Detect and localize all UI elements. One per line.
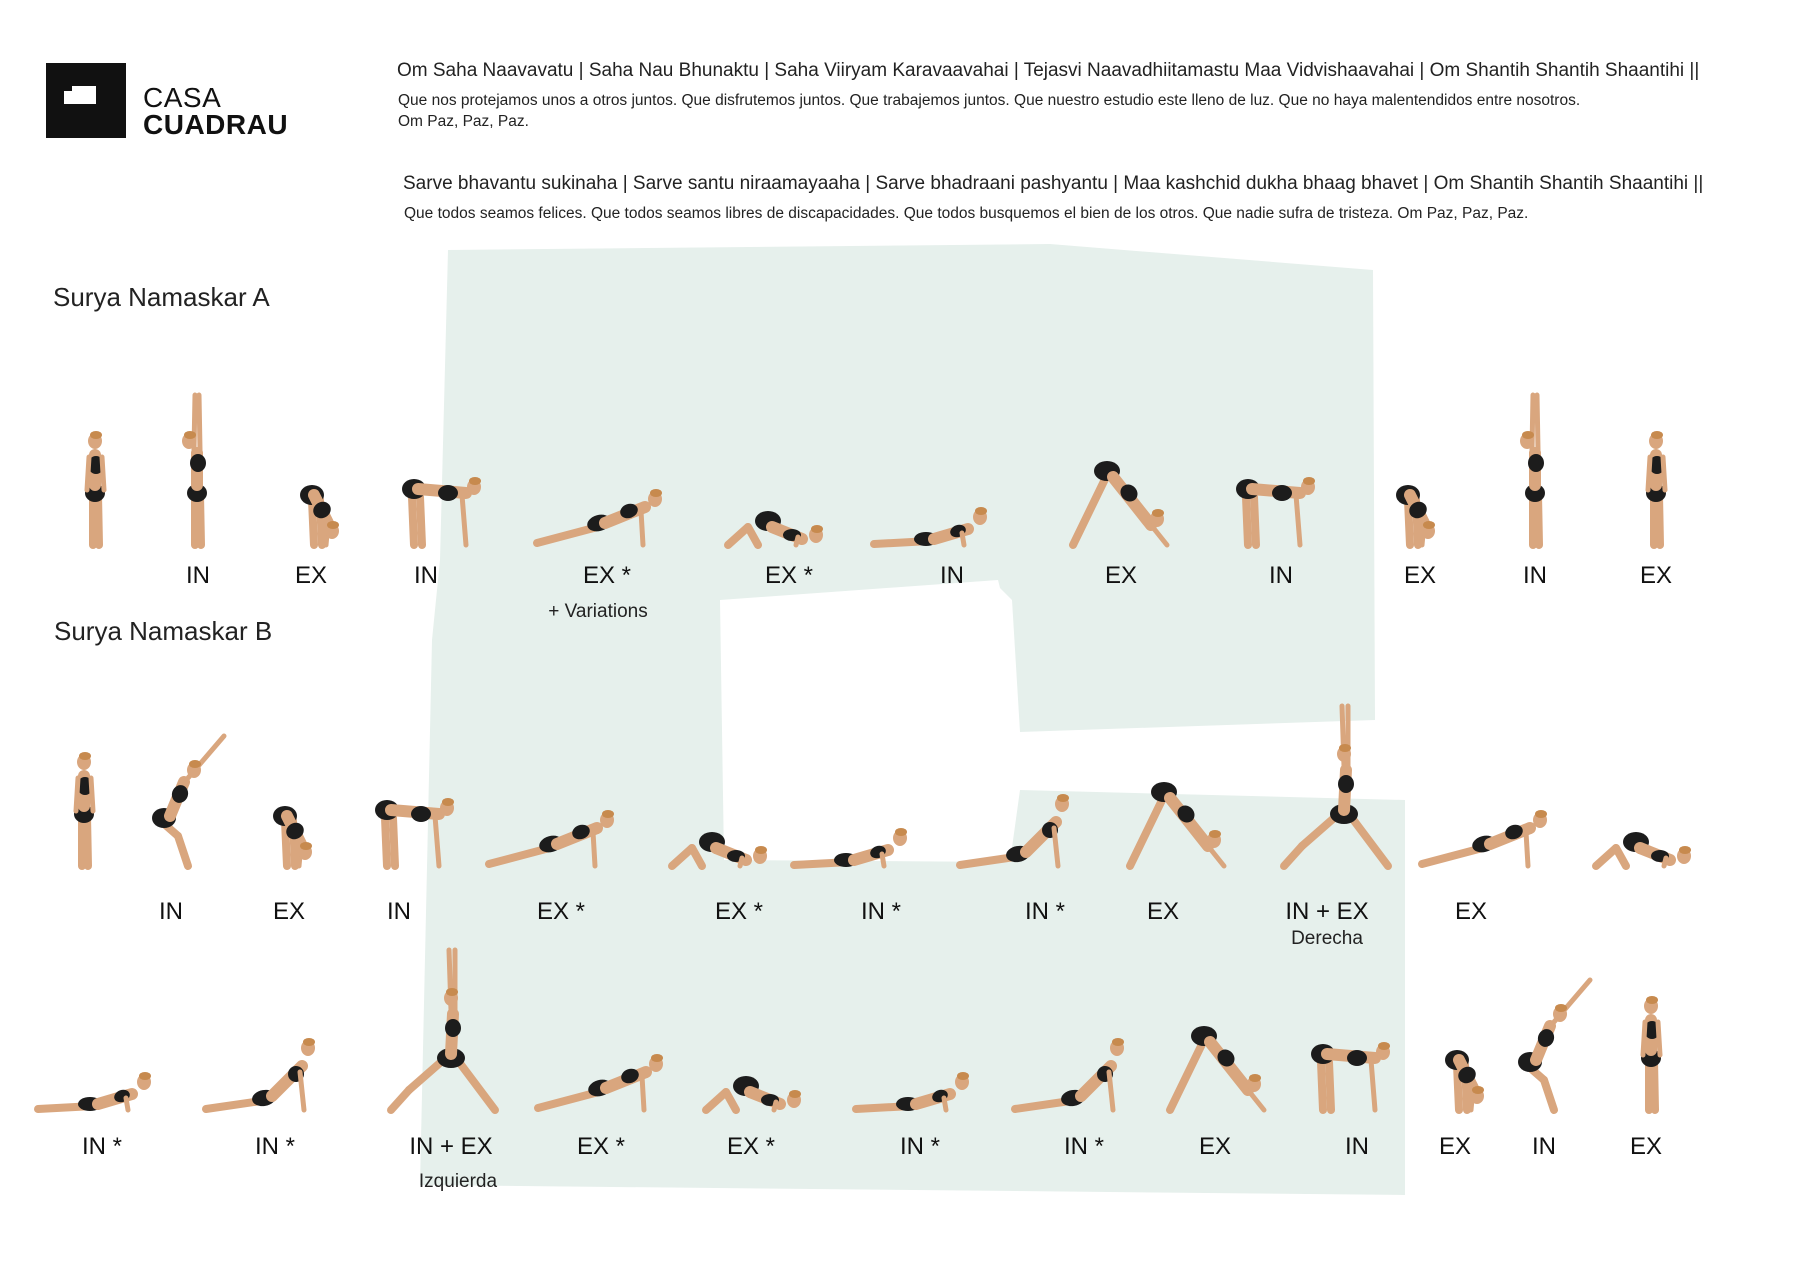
mantra-2-translation: Que todos seamos felices. Que todos seamos libres de discapacidades. Que todos busquemos el bien de los otros. Que nadie sufra de tristeza. Om Paz, Paz, Paz. xyxy=(404,205,1529,222)
sequence-b-row2-note: Izquierda xyxy=(418,1171,498,1192)
sequence-a-pose-12-icon xyxy=(1566,365,1746,565)
sequence-a-label-9: EX xyxy=(1403,562,1436,589)
mantra-1-translation: Que nos protejamos unos a otros juntos. Que disfrutemos juntos. Que trabajemos juntos. Que nuestro estudio este lleno de luz. Que no haya malentendidos entre nosotros. xyxy=(398,92,1581,109)
sequence-a-pose-6-icon xyxy=(688,365,868,565)
sequence-a-label-8: IN xyxy=(1269,562,1293,589)
sequence-a-label-11: EX xyxy=(1639,562,1672,589)
sequence-a-label-1: IN xyxy=(186,562,210,589)
sequence-b-row2-label-4: EX * xyxy=(576,1133,626,1160)
sequence-a-label-2: EX xyxy=(294,562,327,589)
sequence-a-title: Surya Namaskar A xyxy=(53,282,270,312)
sequence-b-row2-label-8: EX xyxy=(1198,1133,1231,1160)
sequence-a-pose-5-icon xyxy=(515,365,695,565)
sequence-b-row2-label-9: IN xyxy=(1345,1133,1369,1160)
sequence-a-label-7: EX xyxy=(1104,562,1137,589)
sequence-b-row2-pose-5-icon xyxy=(666,930,846,1130)
sequence-b-row2-pose-1-icon xyxy=(14,930,194,1130)
sequence-a-pose-7-icon xyxy=(850,365,1030,565)
sequence-b-row1-pose-9-icon xyxy=(1080,686,1260,886)
brand-line1: CASA xyxy=(143,82,222,113)
sequence-b-row2-pose-3-icon xyxy=(355,930,535,1130)
sequence-a-note: + Variations xyxy=(548,601,648,622)
sequence-a-label-4: EX * xyxy=(582,562,632,589)
sequence-b-row1-label-3: IN xyxy=(387,898,411,925)
sequence-b-row2-label-1: IN * xyxy=(81,1133,122,1160)
mantra-2-sanskrit: Sarve bhavantu sukinaha | Sarve santu niraamayaaha | Sarve bhadraani pashyantu | Maa kashchid dukha bhaag bhavet | Om Shantih Shantih Shaantihi || xyxy=(403,173,1704,194)
sequence-b-row1-pose-5-icon xyxy=(467,686,647,886)
sequence-a-label-6: IN xyxy=(940,562,964,589)
sequence-b-row2-label-5: EX * xyxy=(726,1133,776,1160)
sequence-b-row2-label-10: EX xyxy=(1438,1133,1471,1160)
sequence-b-row2-pose-2-icon xyxy=(186,930,366,1130)
sequence-b-row1-label-8: EX xyxy=(1146,898,1179,925)
sequence-a-label-5: EX * xyxy=(764,562,814,589)
sequence-b-row1-label-4: EX * xyxy=(536,898,586,925)
sequence-b-row1-label-6: IN * xyxy=(860,898,901,925)
brand-name xyxy=(143,84,288,138)
sequence-b-row1-label-9: IN + EX xyxy=(1285,898,1369,925)
mantra-1-translation-2: Om Paz, Paz, Paz. xyxy=(398,113,529,130)
sequence-b-row2-label-12: EX xyxy=(1629,1133,1662,1160)
sequence-b-row2-label-2: IN * xyxy=(254,1133,295,1160)
sequence-b-row1-note: Derecha xyxy=(1291,928,1363,949)
square-logo-icon xyxy=(46,63,126,138)
sequence-a-label-3: IN xyxy=(414,562,438,589)
sequence-b-row1-label-10: EX xyxy=(1454,898,1487,925)
sequence-b-row2-pose-6-icon xyxy=(832,930,1012,1130)
brand-line2: CUADRAU xyxy=(143,109,289,140)
sequence-a-label-10: IN xyxy=(1523,562,1547,589)
sequence-b-row1-label-7: IN * xyxy=(1024,898,1065,925)
sequence-b-row2-label-7: IN * xyxy=(1063,1133,1104,1160)
sequence-b-row1-pose-11-icon xyxy=(1400,686,1580,886)
sequence-b-row2-label-11: IN xyxy=(1532,1133,1556,1160)
sequence-b-row1-pose-12-icon xyxy=(1556,686,1736,886)
sequence-b-row2-label-3: IN + EX xyxy=(409,1133,493,1160)
sequence-b-row2-pose-12-icon xyxy=(1561,930,1741,1130)
sequence-b-row1-label-1: IN xyxy=(159,898,183,925)
sequence-a-pose-4-icon xyxy=(352,365,532,565)
sequence-b-title: Surya Namaskar B xyxy=(54,616,273,646)
sequence-b-row2-label-6: IN * xyxy=(899,1133,940,1160)
sequence-b-row1-pose-7-icon xyxy=(770,686,950,886)
sequence-b-row1-label-5: EX * xyxy=(714,898,764,925)
mantra-1-sanskrit: Om Saha Naavavatu | Saha Nau Bhunaktu | Saha Viiryam Karavaavahai | Tejasvi Naavadhiitamastu Maa Vidvishaavahai | Om Shantih Shantih Shaantihi || xyxy=(397,60,1700,81)
sequence-a-pose-8-icon xyxy=(1023,365,1203,565)
sequence-b-row1-label-2: EX xyxy=(272,898,305,925)
